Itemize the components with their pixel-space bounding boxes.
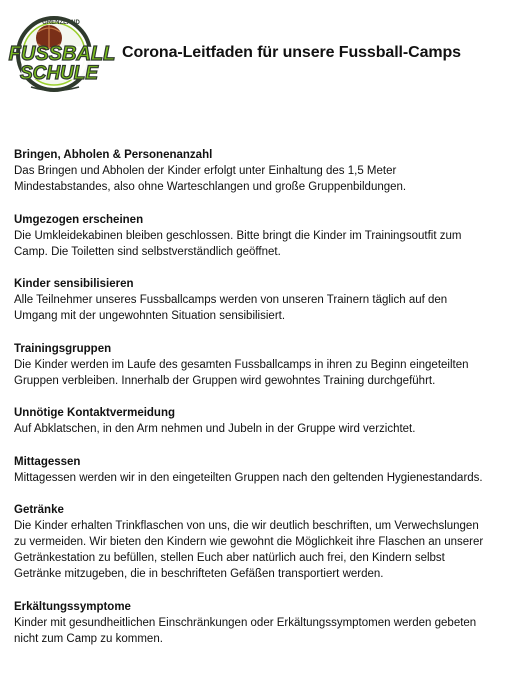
section-umgezogen bbox=[14, 212, 518, 260]
section-text-line: zu vermeiden. Wir bieten den Kindern wie gewohnt die Möglichkeit ihre Flaschen an unserer bbox=[14, 536, 484, 548]
logo-graphic bbox=[8, 14, 116, 102]
section-heading: Trainingsgruppen bbox=[14, 342, 112, 355]
fussball-schule-logo bbox=[8, 14, 116, 102]
section-text-line: Getränke mitzugeben, die in beschrifteten Gefäßen transportiert werden. bbox=[14, 568, 384, 580]
header bbox=[8, 14, 514, 104]
section-text-line: Getränkestation zu befüllen, stellen Euch aber natürlich auch frei, den Kindern selbst bbox=[14, 552, 445, 564]
section-text-line: Das Bringen und Abholen der Kinder erfolgt unter Einhaltung des 1,5 Meter bbox=[14, 165, 397, 177]
section-text-line: Die Kinder erhalten Trinkflaschen von uns, die wir deutlich beschriften, um Verwechslungen bbox=[14, 520, 479, 532]
page-title: Corona-Leitfaden für unsere Fussball-Camps bbox=[122, 44, 461, 61]
section-heading: Kinder sensibilisieren bbox=[14, 278, 134, 290]
section-heading: Unnötige Kontaktvermeidung bbox=[14, 407, 176, 419]
section-text-line: Auf Abklatschen, in den Arm nehmen und Jubeln in der Gruppe wird verzichtet. bbox=[14, 423, 416, 435]
section-kinder-sensibilisieren bbox=[14, 276, 518, 324]
section-kontaktvermeidung bbox=[14, 405, 518, 437]
section-text-line: Mittagessen werden wir in den eingeteilten Gruppen nach den geltenden Hygienestandards. bbox=[14, 471, 483, 484]
section-heading: Mittagessen bbox=[14, 455, 81, 468]
section-trainingsgruppen bbox=[14, 341, 518, 389]
section-text-line: Camp. Die Toiletten sind selbstverständlich geöffnet. bbox=[14, 245, 281, 258]
section-text-line: Die Umkleidekabinen bleiben geschlossen. Bitte bringt die Kinder im Trainingsoutfit zum bbox=[14, 229, 462, 242]
section-heading: Getränke bbox=[14, 504, 64, 516]
logo-line-1: FUSSBALL bbox=[8, 43, 116, 65]
section-text-line: Umgang mit der ungewohnten Situation sensibilisiert. bbox=[14, 310, 286, 322]
section-heading: Bringen, Abholen & Personenanzahl bbox=[14, 149, 213, 161]
section-erkaeltungssymptome bbox=[14, 599, 518, 647]
section-heading: Umgezogen erscheinen bbox=[14, 213, 144, 226]
section-bringen-abholen bbox=[14, 147, 518, 195]
section-text-line: Kinder mit gesundheitlichen Einschränkungen oder Erkältungssymptomen werden gebeten bbox=[14, 616, 477, 629]
logo-top-text: GRENZLAND bbox=[42, 20, 80, 26]
section-text-line: Gruppen verbleiben. Innerhalb der Gruppen wird gewohntes Training durchgeführt. bbox=[14, 374, 436, 387]
section-text-line: nicht zum Camp zu kommen. bbox=[14, 632, 163, 645]
section-heading: Erkältungssymptome bbox=[14, 600, 131, 613]
logo-line-2: SCHULE bbox=[19, 63, 99, 84]
document-content bbox=[14, 147, 518, 663]
section-mittagessen bbox=[14, 454, 518, 486]
section-text-line: Die Kinder werden im Laufe des gesamten Fussballcamps in ihren zu Beginn eingeteilten bbox=[14, 358, 469, 371]
section-text-line: Mindestabstandes, also ohne Warteschlangen und große Gruppenbildungen. bbox=[14, 181, 407, 193]
section-text-line: Alle Teilnehmer unseres Fussballcamps werden von unseren Trainern täglich auf den bbox=[14, 294, 448, 306]
section-getraenke bbox=[14, 502, 518, 582]
